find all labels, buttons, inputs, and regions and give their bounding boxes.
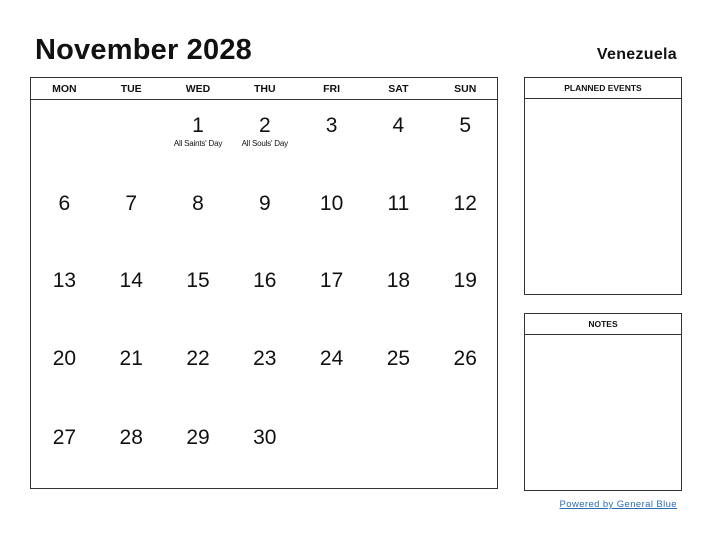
calendar-grid (30, 77, 498, 489)
day-cell (165, 426, 232, 450)
day-cell (98, 269, 165, 293)
day-cell (231, 347, 298, 371)
day-cell (165, 192, 232, 216)
day-number: 18 (386, 269, 411, 292)
weekday-fri: FRI (323, 83, 341, 95)
day-number: 27 (52, 426, 77, 449)
day-number: 24 (319, 347, 344, 370)
day-number: 25 (386, 347, 411, 370)
weekday-thu: THU (253, 83, 276, 95)
notes-heading: NOTES (525, 314, 681, 335)
weekday-header-row (31, 78, 497, 100)
day-cell (98, 347, 165, 371)
day-number: 17 (319, 269, 344, 292)
day-number: 11 (387, 192, 410, 215)
weekday-mon: MON (52, 83, 77, 95)
day-number: 8 (192, 192, 204, 215)
day-cell (231, 269, 298, 293)
day-number: 21 (119, 347, 143, 370)
day-number: 28 (119, 426, 143, 449)
day-cell (432, 347, 499, 371)
day-cell (298, 347, 365, 371)
day-number: 14 (119, 269, 143, 292)
day-cell (432, 269, 499, 293)
day-number: 30 (253, 426, 277, 449)
holiday-label: All Souls' Day (241, 139, 288, 148)
notes-panel (524, 313, 682, 491)
day-number: 6 (58, 192, 71, 215)
day-number: 3 (325, 114, 338, 137)
day-cell (31, 347, 98, 371)
day-cell (31, 426, 98, 450)
day-cell (365, 347, 432, 371)
day-cell (31, 192, 98, 216)
day-cell (231, 192, 298, 216)
day-cell (231, 114, 298, 150)
day-number: 13 (52, 269, 77, 292)
holiday-label: All Saints' Day (173, 139, 223, 148)
day-number: 23 (253, 347, 277, 370)
day-number: 2 (258, 114, 271, 137)
weekday-sun: SUN (454, 83, 477, 95)
day-cell (165, 347, 232, 371)
day-number: 15 (186, 269, 210, 292)
day-number: 5 (459, 114, 472, 137)
day-cell (98, 426, 165, 450)
day-number: 12 (453, 192, 477, 215)
day-number: 26 (453, 347, 477, 370)
day-number: 22 (186, 347, 210, 370)
day-number: 20 (52, 347, 77, 370)
day-cell (432, 114, 499, 138)
day-number: 16 (253, 269, 277, 292)
day-number: 7 (125, 192, 138, 215)
day-number: 4 (392, 114, 405, 137)
day-cell (298, 192, 365, 216)
planned-events-panel (524, 77, 682, 295)
day-cell (365, 192, 432, 216)
day-cell (31, 269, 98, 293)
day-number: 29 (186, 426, 210, 449)
weekday-wed: WED (185, 83, 211, 95)
day-cell (98, 192, 165, 216)
day-cell (365, 269, 432, 293)
day-cell (432, 192, 499, 216)
powered-by-link[interactable]: Powered by General Blue (559, 499, 677, 510)
day-cell (165, 269, 232, 293)
day-number: 1 (192, 114, 204, 137)
day-cell (298, 269, 365, 293)
weekday-tue: TUE (120, 83, 142, 95)
day-cell (165, 114, 232, 150)
day-cell (231, 426, 298, 450)
country-label: Venezuela (596, 46, 677, 63)
day-number: 9 (258, 192, 271, 215)
day-cell (298, 114, 365, 138)
day-number: 19 (453, 269, 477, 292)
day-number: 10 (319, 192, 344, 215)
day-cell (365, 114, 432, 138)
month-title: November 2028 (35, 34, 252, 66)
planned-events-heading: PLANNED EVENTS (525, 78, 681, 99)
weekday-sat: SAT (388, 83, 409, 95)
